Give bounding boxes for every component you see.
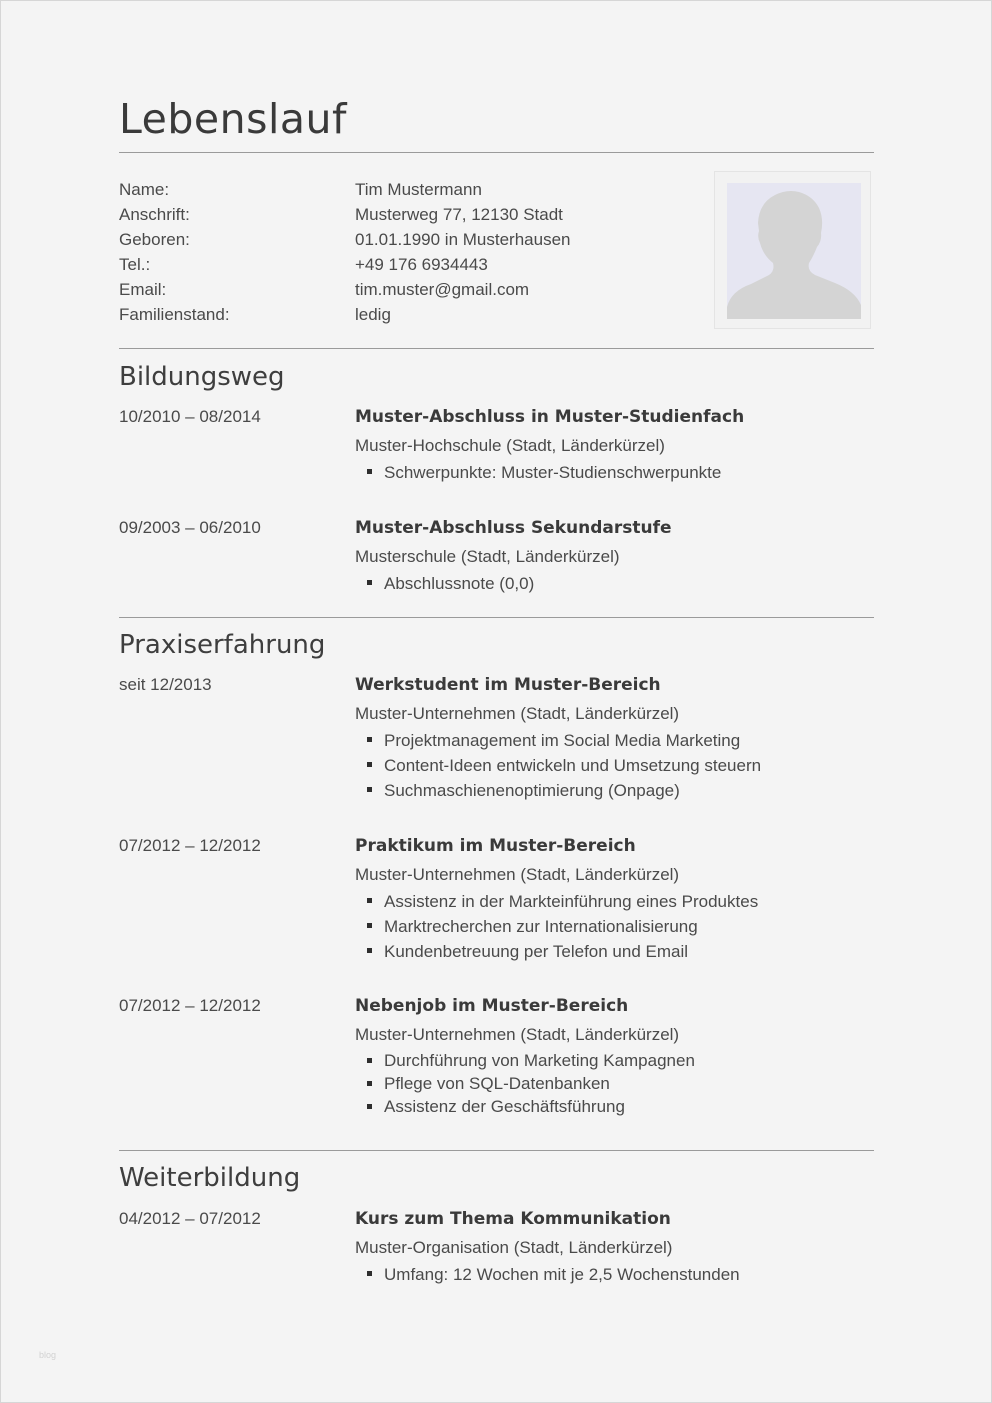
section-title-education: Bildungsweg <box>119 362 285 392</box>
profile-photo <box>714 171 871 329</box>
entry-org: Muster-Unternehmen (Stadt, Länderkürzel) <box>355 865 680 884</box>
personal-row-birth <box>119 227 571 252</box>
bullet-square-icon <box>367 762 372 767</box>
entry-content <box>355 995 875 1118</box>
entry-title: Praktikum im Muster-Bereich <box>355 836 636 856</box>
personal-value: Musterweg 77, 12130 Stadt <box>355 205 563 224</box>
bullet-square-icon <box>367 1058 372 1063</box>
personal-label: Name: <box>119 180 170 199</box>
entry-date: 04/2012 – 07/2012 <box>119 1209 261 1228</box>
personal-row-email <box>119 277 571 302</box>
entry-org: Musterschule (Stadt, Länderkürzel) <box>355 547 620 566</box>
list-item-text: Content-Ideen entwickeln und Umsetzung steuern <box>384 756 762 775</box>
personal-value: +49 176 6934443 <box>355 255 488 274</box>
page-title: Lebenslauf <box>119 95 347 143</box>
list-item-text: Schwerpunkte: Muster-Studienschwerpunkte <box>384 463 722 482</box>
list-item <box>355 753 875 778</box>
personal-label: Familienstand: <box>119 305 230 324</box>
entry-content <box>355 674 875 803</box>
divider <box>119 1150 874 1151</box>
list-item-text: Assistenz der Geschäftsführung <box>384 1097 625 1116</box>
entry-title: Werkstudent im Muster-Bereich <box>355 675 661 695</box>
personal-label: Email: <box>119 280 167 299</box>
entry-org: Muster-Unternehmen (Stadt, Länderkürzel) <box>355 1025 680 1044</box>
personal-label: Geboren: <box>119 230 190 249</box>
watermark: blog <box>39 1350 57 1360</box>
entry-bullets <box>355 1049 875 1118</box>
entry-date: 09/2003 – 06/2010 <box>119 518 261 537</box>
list-item-text: Assistenz in der Markteinführung eines Produktes <box>384 892 759 911</box>
entry-content <box>355 1208 875 1287</box>
entry-content <box>355 835 875 964</box>
list-item <box>355 889 875 914</box>
personal-value: ledig <box>355 305 391 324</box>
list-item <box>355 1262 875 1287</box>
list-item-text: Marktrecherchen zur Internationalisierung <box>384 917 698 936</box>
section-title-experience: Praxiserfahrung <box>119 630 326 660</box>
list-item <box>355 460 875 485</box>
entry-bullets <box>355 571 875 596</box>
entry-date: 10/2010 – 08/2014 <box>119 407 261 426</box>
list-item <box>355 939 875 964</box>
entry-date: 07/2012 – 12/2012 <box>119 836 261 855</box>
entry-bullets <box>355 728 875 803</box>
personal-row-name <box>119 177 571 202</box>
entry-content <box>355 406 875 485</box>
bullet-square-icon <box>367 580 372 585</box>
bullet-square-icon <box>367 1271 372 1276</box>
list-item <box>355 914 875 939</box>
entry-bullets <box>355 889 875 964</box>
divider <box>119 617 874 618</box>
list-item <box>355 728 875 753</box>
list-item <box>355 571 875 596</box>
entry-content <box>355 517 875 596</box>
entry-bullets <box>355 460 875 485</box>
bullet-square-icon <box>367 923 372 928</box>
personal-label: Tel.: <box>119 255 151 274</box>
bullet-square-icon <box>367 948 372 953</box>
divider <box>119 348 874 349</box>
bullet-square-icon <box>367 737 372 742</box>
entry-org: Muster-Organisation (Stadt, Länderkürzel) <box>355 1238 673 1257</box>
bullet-square-icon <box>367 1081 372 1086</box>
personal-value: tim.muster@gmail.com <box>355 280 530 299</box>
list-item-text: Kundenbetreuung per Telefon und Email <box>384 942 689 961</box>
personal-row-marital <box>119 302 571 327</box>
personal-row-phone <box>119 252 571 277</box>
bullet-square-icon <box>367 898 372 903</box>
entry-title: Kurs zum Thema Kommunikation <box>355 1209 671 1229</box>
entry-bullets <box>355 1262 875 1287</box>
entry-title: Nebenjob im Muster-Bereich <box>355 996 629 1016</box>
entry-org: Muster-Hochschule (Stadt, Länderkürzel) <box>355 436 665 455</box>
list-item <box>355 1072 875 1095</box>
divider <box>119 152 874 153</box>
list-item-text: Umfang: 12 Wochen mit je 2,5 Wochenstunden <box>384 1265 740 1284</box>
personal-row-address <box>119 202 571 227</box>
entry-date: seit 12/2013 <box>119 675 212 694</box>
entry-title: Muster-Abschluss Sekundarstufe <box>355 518 672 538</box>
list-item-text: Durchführung von Marketing Kampagnen <box>384 1051 695 1070</box>
section-title-training: Weiterbildung <box>119 1163 301 1193</box>
list-item <box>355 778 875 803</box>
entry-date: 07/2012 – 12/2012 <box>119 996 261 1015</box>
bullet-square-icon <box>367 469 372 474</box>
list-item-text: Abschlussnote (0,0) <box>384 574 535 593</box>
personal-info <box>119 177 571 327</box>
personal-label: Anschrift: <box>119 205 190 224</box>
personal-value: Tim Mustermann <box>355 180 482 199</box>
bullet-square-icon <box>367 787 372 792</box>
person-silhouette-icon <box>727 183 861 319</box>
bullet-square-icon <box>367 1104 372 1109</box>
list-item-text: Pflege von SQL-Datenbanken <box>384 1074 610 1093</box>
entry-title: Muster-Abschluss in Muster-Studienfach <box>355 407 745 427</box>
list-item-text: Projektmanagement im Social Media Marketing <box>384 731 741 750</box>
entry-org: Muster-Unternehmen (Stadt, Länderkürzel) <box>355 704 680 723</box>
personal-value: 01.01.1990 in Musterhausen <box>355 230 571 249</box>
list-item-text: Suchmaschienenoptimierung (Onpage) <box>384 781 680 800</box>
list-item <box>355 1095 875 1118</box>
list-item <box>355 1049 875 1072</box>
